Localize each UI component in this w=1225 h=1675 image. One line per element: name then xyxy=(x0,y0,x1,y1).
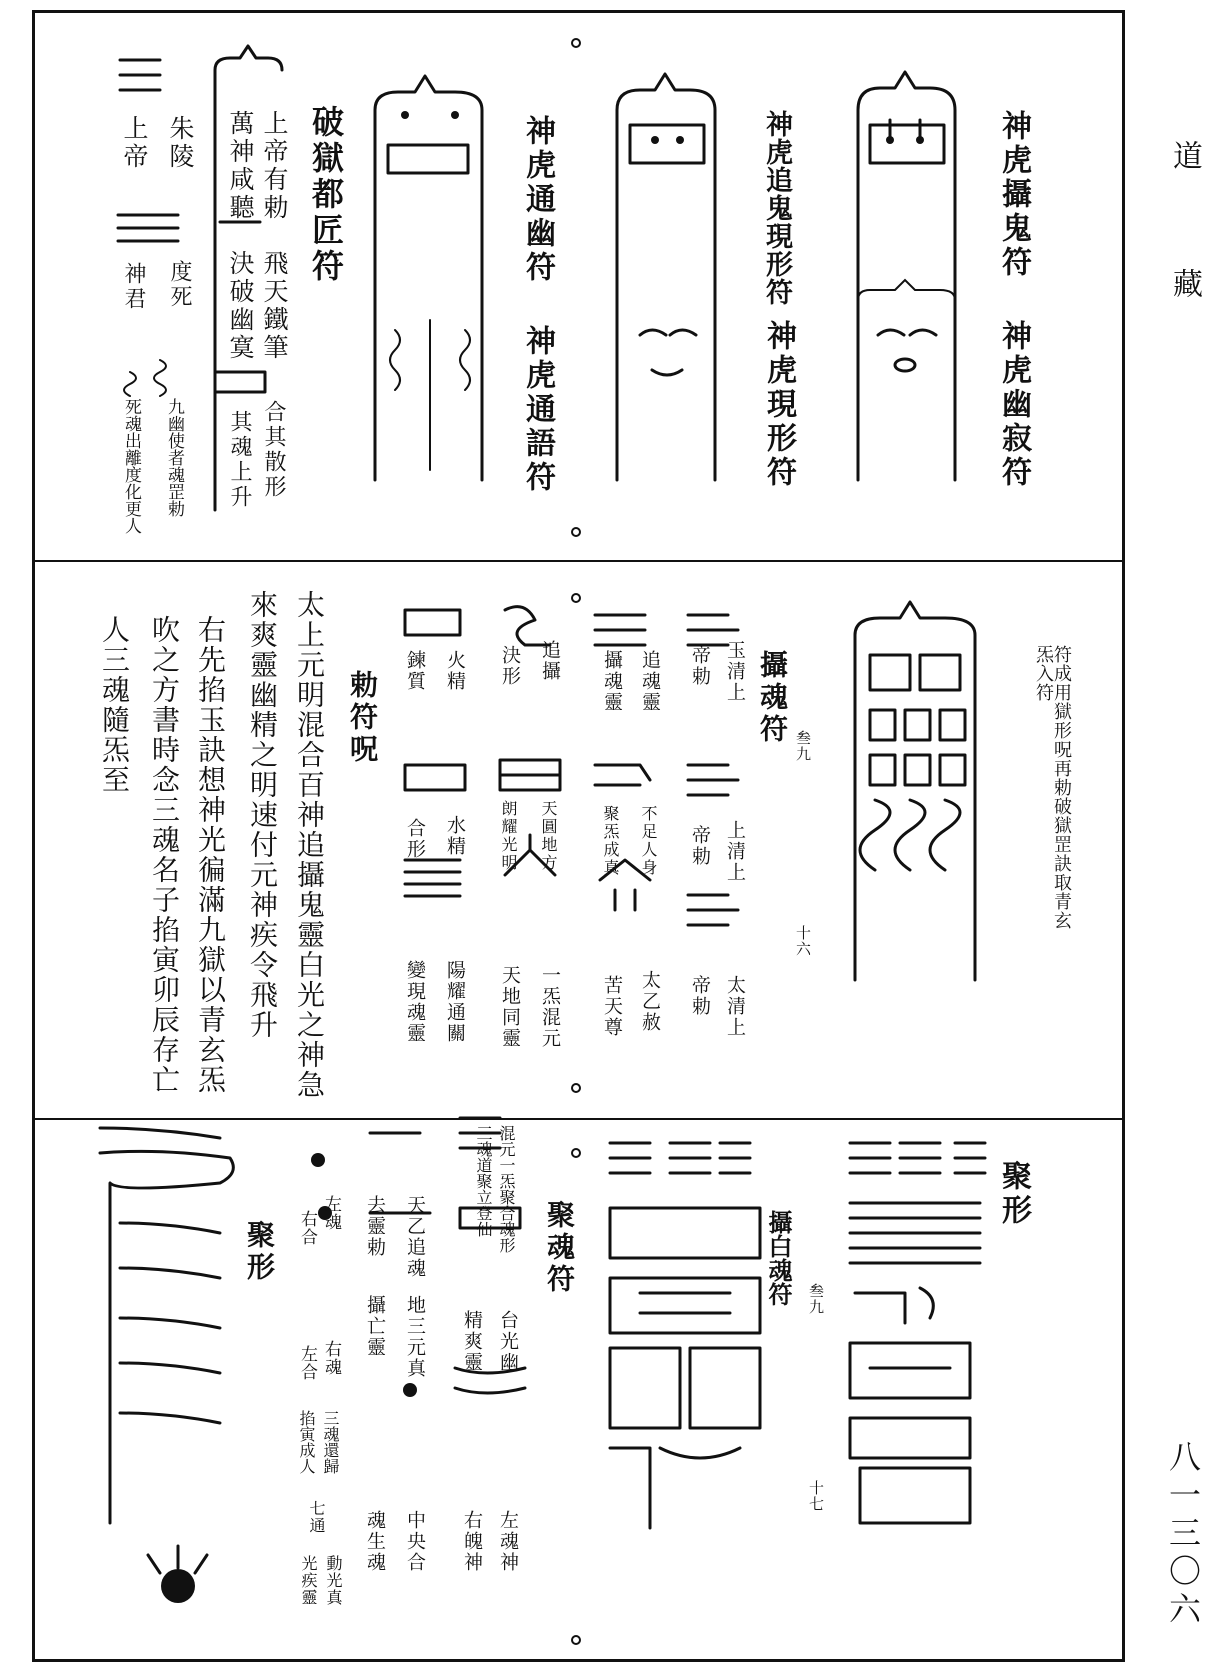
spell-text: 決破幽寞 xyxy=(226,250,255,362)
talisman-vessel xyxy=(858,72,955,480)
talisman-title: 神虎通幽符 xyxy=(520,115,555,285)
item-number: 叁九 xyxy=(794,730,812,762)
incantation-line: 光疾靈 xyxy=(299,1555,318,1606)
incantation-line: 不足人身 xyxy=(639,805,658,877)
incantation-line: 去靈勅 xyxy=(364,1195,386,1258)
incantation-line: 左魂 xyxy=(321,1195,341,1231)
book-title-char: 道 xyxy=(1167,140,1202,170)
incantation-line: 變現魂靈 xyxy=(404,960,426,1044)
talisman-title: 破獄都匠符 xyxy=(307,105,345,285)
talisman-vessel xyxy=(617,74,715,480)
incantation-line: 右先掐玉訣想神光徧滿九獄以青玄炁 xyxy=(194,615,227,1095)
incantation-line: 朗耀光明 xyxy=(499,800,518,872)
talisman-title: 聚形 xyxy=(996,1160,1031,1228)
incantation-line: 天乙追魂 xyxy=(404,1195,426,1279)
talisman-title: 聚魂符 xyxy=(543,1200,576,1296)
incantation-line: 天圓地方 xyxy=(539,800,558,872)
incantation-line: 攝亡靈 xyxy=(364,1295,386,1358)
incantation-line: 動光真 xyxy=(324,1555,343,1606)
incantation-line: 苦天尊 xyxy=(601,975,623,1038)
incantation-line: 追魂靈 xyxy=(639,650,661,713)
spell-text: 萬神咸聽 xyxy=(226,110,255,222)
talisman-title: 神虎通語符 xyxy=(520,325,555,495)
talisman-title: 攝白魂符 xyxy=(764,1210,793,1306)
incantation-line: 水精 xyxy=(444,815,466,857)
incantation-line: 一炁混元 xyxy=(539,965,561,1049)
spell-text: 度死 xyxy=(167,260,192,310)
talisman-title: 神虎現形符 xyxy=(761,320,796,490)
spell-text: 飛天鐵筆 xyxy=(260,250,289,362)
talisman-title: 攝魂符 xyxy=(756,650,789,746)
incantation-line: 攝魂靈 xyxy=(601,650,623,713)
book-title-char: 藏 xyxy=(1167,268,1202,298)
item-number: 十七 xyxy=(807,1480,825,1512)
talisman-title: 神虎幽寂符 xyxy=(996,320,1031,490)
incantation-line: 帝勅 xyxy=(689,825,711,867)
incantation-line: 右合 xyxy=(297,1210,317,1246)
incantation-line: 三魂道聚立登仙 xyxy=(474,1125,493,1237)
incantation-title: 勅符呪 xyxy=(346,670,379,766)
incantation-line: 右魄神 xyxy=(461,1510,483,1573)
spell-text: 合其散形 xyxy=(261,400,286,500)
incantation-line: 掐寅成人 xyxy=(297,1410,316,1474)
incantation-line: 帝勅 xyxy=(689,975,711,1017)
incantation-line: 左魂神 xyxy=(497,1510,519,1573)
incantation-line: 來爽靈幽精之明速付元神疾令飛升 xyxy=(246,590,279,1040)
incantation-line: 火精 xyxy=(444,650,466,692)
incantation-line: 太清上 xyxy=(724,975,746,1038)
incantation-line: 鍊質 xyxy=(404,650,426,692)
incantation-line: 決形 xyxy=(499,645,521,687)
spell-text: 神君 xyxy=(121,262,146,312)
incantation-line: 中央合 xyxy=(404,1510,426,1573)
gathering-form-talisman xyxy=(850,1143,985,1523)
spell-text: 其魂上升 xyxy=(227,410,252,510)
incantation-line: 吹之方書時念三魂名子掐寅卯辰存亡 xyxy=(148,615,181,1095)
incantation-line: 天地同靈 xyxy=(499,965,521,1049)
white-soul-talisman xyxy=(610,1143,760,1528)
incantation-line: 地三元真 xyxy=(404,1295,426,1379)
spell-text: 死魂出離度化更人 xyxy=(121,398,141,534)
spell-text: 上帝 xyxy=(120,115,149,171)
soul-seizing-talisman xyxy=(855,602,975,980)
incantation-line: 追攝 xyxy=(539,640,561,682)
incantation-line: 精爽靈 xyxy=(461,1310,483,1373)
spell-text: 朱陵 xyxy=(166,115,195,171)
instruction-note: 符成用獄形呪再勅破獄罡訣取青玄炁入符 xyxy=(1033,645,1072,930)
incantation-line: 聚炁成真 xyxy=(601,805,620,877)
incantation-line: 魂生魂 xyxy=(364,1510,386,1573)
talisman-drawings-bottom xyxy=(0,1118,1225,1663)
talisman-title: 神虎追鬼現形符 xyxy=(761,110,792,306)
incantation-line: 帝勅 xyxy=(689,645,711,687)
incantation-line: 右魂 xyxy=(321,1340,341,1376)
talisman-title: 聚形 xyxy=(243,1220,276,1284)
item-number: 叁九 xyxy=(807,1283,825,1315)
incantation-line: 合形 xyxy=(404,818,426,860)
talisman-vessel xyxy=(375,76,482,480)
incantation-line: 混元一炁聚合魂形 xyxy=(497,1125,516,1253)
incantation-line: 太乙赦 xyxy=(639,970,661,1033)
incantation-line: 陽耀通關 xyxy=(444,960,466,1044)
incantation-line: 人三魂隨炁至 xyxy=(98,615,131,795)
incantation-line: 台光幽 xyxy=(497,1310,519,1373)
spell-text: 九幽使者魂罡勅 xyxy=(164,398,184,517)
talisman-title: 神虎攝鬼符 xyxy=(996,110,1031,280)
page-number: 八一三〇六 xyxy=(1164,1440,1202,1630)
incantation-line: 七通 xyxy=(307,1500,326,1534)
incantation-line: 太上元明混合百神追攝鬼靈白光之神急 xyxy=(293,590,326,1100)
incantation-line: 上清上 xyxy=(724,820,746,883)
item-number: 十六 xyxy=(794,925,812,957)
incantation-line: 左合 xyxy=(297,1345,317,1381)
spell-text: 上帝有勅 xyxy=(260,110,289,222)
incantation-line: 玉清上 xyxy=(724,640,746,703)
incantation-line: 三魂還歸 xyxy=(321,1410,340,1474)
